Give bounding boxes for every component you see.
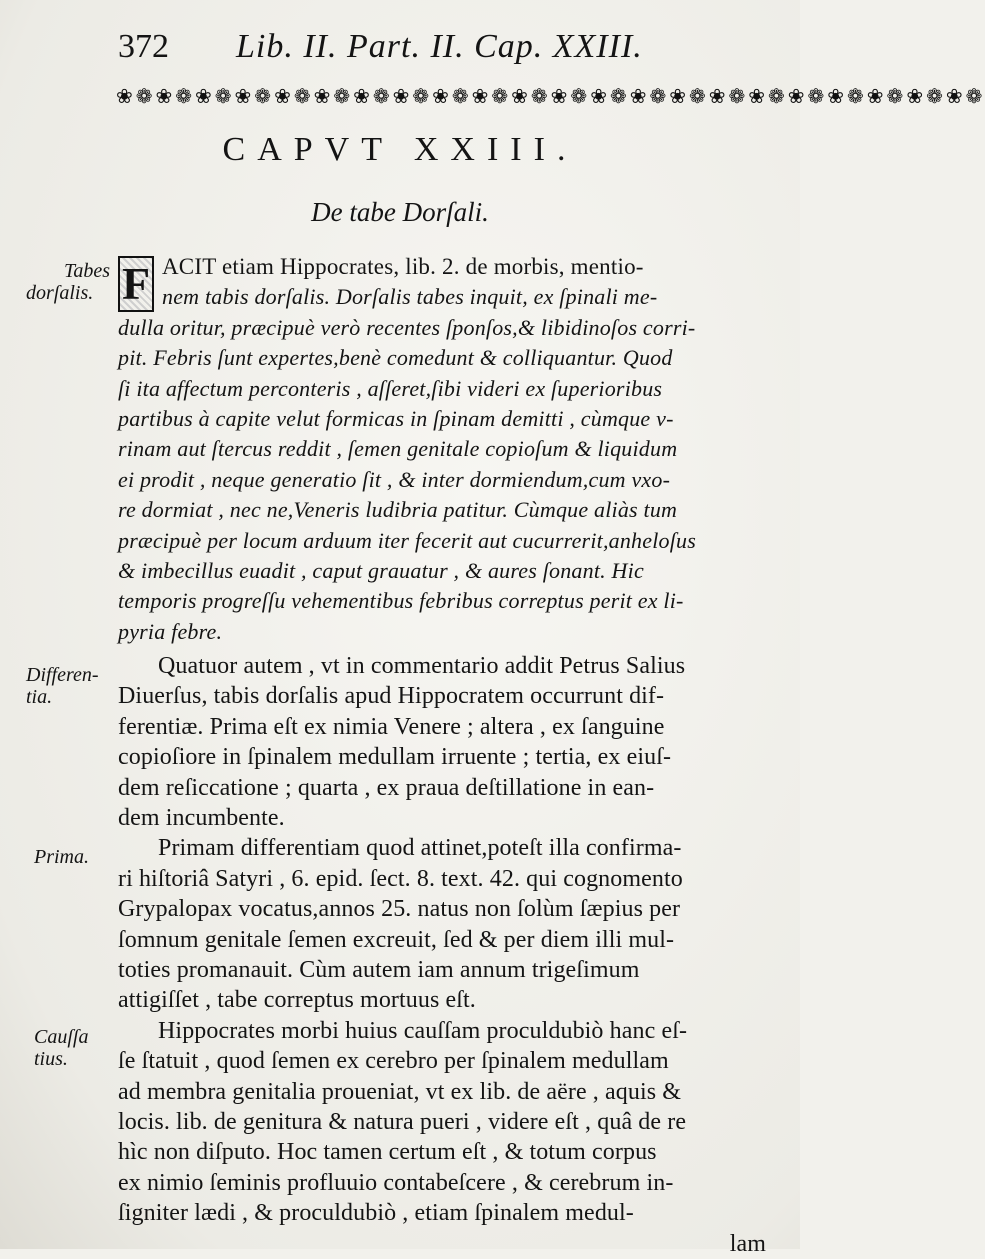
text-line: rinam aut ſtercus reddit , ſemen genitale copioſum & liquidum: [118, 436, 678, 462]
chapter-title: CAPVT XXIII.: [222, 131, 578, 168]
margin-note-line: tia.: [26, 686, 53, 708]
text-line: Primam differentiam quod attinet,poteſt illa confirma-: [158, 835, 682, 862]
text-line: temporis progreſſu vehementibus febribus correptus perit ex li-: [118, 588, 684, 614]
paragraph-2: [118, 651, 766, 833]
text-line: dem incumbente.: [118, 805, 285, 832]
paragraph-4: [118, 1016, 766, 1259]
paragraph-3: [118, 833, 766, 1015]
running-title: Lib. II. Part. II. Cap. XXIII.: [236, 28, 643, 65]
ornament-divider: ❀❁❀❁❀❁❀❁❀❁❀❁❀❁❀❁❀❁❀❁❀❁❀❁❀❁❀❁❀❁❀❁❀❁❀❁❀❁❀❁❀❁❀❁: [116, 86, 985, 108]
drop-cap: F: [118, 256, 154, 312]
text-line: partibus à capite velut formicas in ſpinam demitti , cùmque v-: [118, 405, 674, 431]
text-line: ſi ita affectum perconteris , aſſeret,ſibi videri ex ſuperioribus: [118, 375, 663, 401]
text-line: ferentiæ. Prima eſt ex nimia Venere ; altera , ex ſanguine: [118, 713, 665, 740]
text-line: Hippocrates morbi huius cauſſam proculdubiò hanc eſ-: [158, 1017, 688, 1044]
text-line: toties promanauit. Cùm autem iam annum trigeſimum: [118, 956, 640, 983]
text-line: nem tabis dorſalis. Dorſalis tabes inquit, ex ſpinali me-: [162, 284, 658, 310]
text-line: pyria febre.: [118, 618, 223, 644]
text-line: pit. Febris ſunt expertes,benè comedunt & colliquantur. Quod: [118, 345, 673, 371]
margin-note-prima: [26, 846, 116, 868]
chapter-subtitle: De tabe Dorſali.: [311, 197, 489, 227]
margin-note-differentia: [26, 664, 116, 708]
text-line: locis. lib. de genitura & natura pueri , videre eſt , quâ de re: [118, 1108, 687, 1135]
text-line: ſe ſtatuit , quod ſemen ex cerebro per ſpinalem medullam: [118, 1048, 669, 1075]
running-header: [118, 22, 718, 72]
text-line: lam: [729, 1230, 766, 1257]
text-line: ri hiſtoriâ Satyri , 6. epid. ſect. 8. text. 42. qui cognomento: [118, 865, 683, 892]
text-line: ſigniter lædi , & proculdubiò , etiam ſpinalem medul-: [118, 1200, 634, 1227]
text-line: dem reſiccatione ; quarta , ex praua deſtillatione in ean-: [118, 774, 655, 801]
paragraph-1: [118, 252, 766, 647]
text-line: re dormiat , nec ne,Veneris ludibria patitur. Cùmque aliàs tum: [118, 497, 678, 523]
text-line: ei prodit , neque generatio ſit , & inter dormiendum,cum vxo-: [118, 466, 671, 492]
body-text: [118, 252, 766, 1259]
text-line: copioſiore in ſpinalem medullam irruente ; tertia, ex eiuſ-: [118, 744, 672, 771]
margin-note-line: tius.: [34, 1048, 68, 1070]
margin-note-line: Cauſſa: [34, 1026, 89, 1048]
text-line: ſomnum genitale ſemen excreuit, ſed & per diem illi mul-: [118, 926, 675, 953]
text-line: præcipuè per locum arduum iter fecerit aut cucurrerit,anheloſus: [118, 527, 696, 553]
margin-note-line: dorſalis.: [26, 282, 94, 304]
margin-note-line: Differen-: [26, 664, 99, 686]
text-line: ex nimio ſeminis profluuio contabeſcere , & cerebrum in-: [118, 1169, 674, 1196]
text-line: & imbecillus euadit , caput grauatur , & aures ſonant. Hic: [118, 557, 644, 583]
text-line: Grypalopax vocatus,annos 25. natus non ſolùm ſæpius per: [118, 896, 681, 923]
page-number: 372: [118, 28, 169, 65]
text-line: ad membra genitalia proueniat, vt ex lib. de aëre , aquis &: [118, 1078, 682, 1105]
margin-note-caussa: [26, 1026, 116, 1070]
margin-note-line: Prima.: [34, 846, 89, 868]
text-line: Diuerſus, tabis dorſalis apud Hippocratem occurrunt dif-: [118, 683, 665, 710]
text-line: dulla oritur, præcipuè verò recentes ſponſos,& libidinoſos corri-: [118, 314, 696, 340]
margin-note-tabes: [26, 260, 116, 304]
margin-note-line: Tabes: [64, 260, 110, 282]
text-line: hìc non diſputo. Hoc tamen certum eſt , & totum corpus: [118, 1139, 657, 1166]
text-line: ACIT etiam Hippocrates, lib. 2. de morbis, mentio-: [162, 254, 644, 279]
text-line: attigiſſet , tabe correptus mortuus eſt.: [118, 987, 476, 1014]
text-line: Quatuor autem , vt in commentario addit Petrus Salius: [158, 653, 686, 680]
